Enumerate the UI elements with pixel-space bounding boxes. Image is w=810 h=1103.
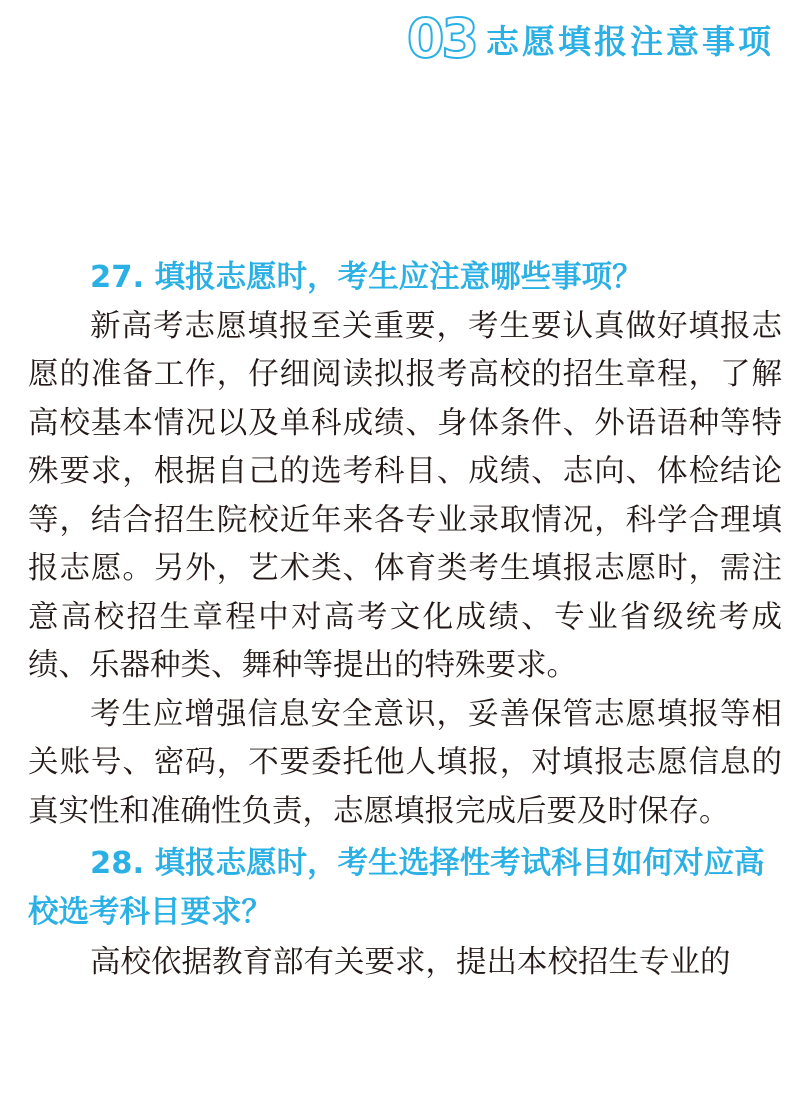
question-28-paragraph-1: 高校依据教育部有关要求，提出本校招生专业的 bbox=[90, 945, 731, 980]
section-title: 志愿填报注意事项 bbox=[486, 21, 774, 61]
article-body bbox=[28, 254, 782, 988]
section-number: 03 bbox=[406, 7, 476, 70]
question-27-paragraph-2: 考生应增强信息安全意识，妥善保管志愿填报等相关账号、密码，不要委托他人填报，对填报志愿信息的真实性和准确性负责，志愿填报完成后要及时保存。 bbox=[28, 696, 782, 829]
question-28-heading: 28. 填报志愿时，考生选择性考试科目如何对应高校选考科目要求？ bbox=[28, 846, 765, 930]
question-27-paragraph-1: 新高考志愿填报至关重要，考生要认真做好填报志愿的准备工作，仔细阅读拟报考高校的招生章程，了解高校基本情况以及单科成绩、身体条件、外语语种等特殊要求，根据自己的选考科目、成绩、志向、体检结论等，结合招生院校近年来各专业录取情况，科学合理填报志愿。另外，艺术类、体育类考生填报志愿时，需注意高校招生章程中对高考文化成绩、专业省级统考成绩、乐器种类、舞种等提出的特殊要求。 bbox=[28, 308, 782, 683]
question-27-heading: 27. 填报志愿时，考生应注意哪些事项？ bbox=[90, 260, 643, 295]
section-header bbox=[407, 6, 774, 72]
